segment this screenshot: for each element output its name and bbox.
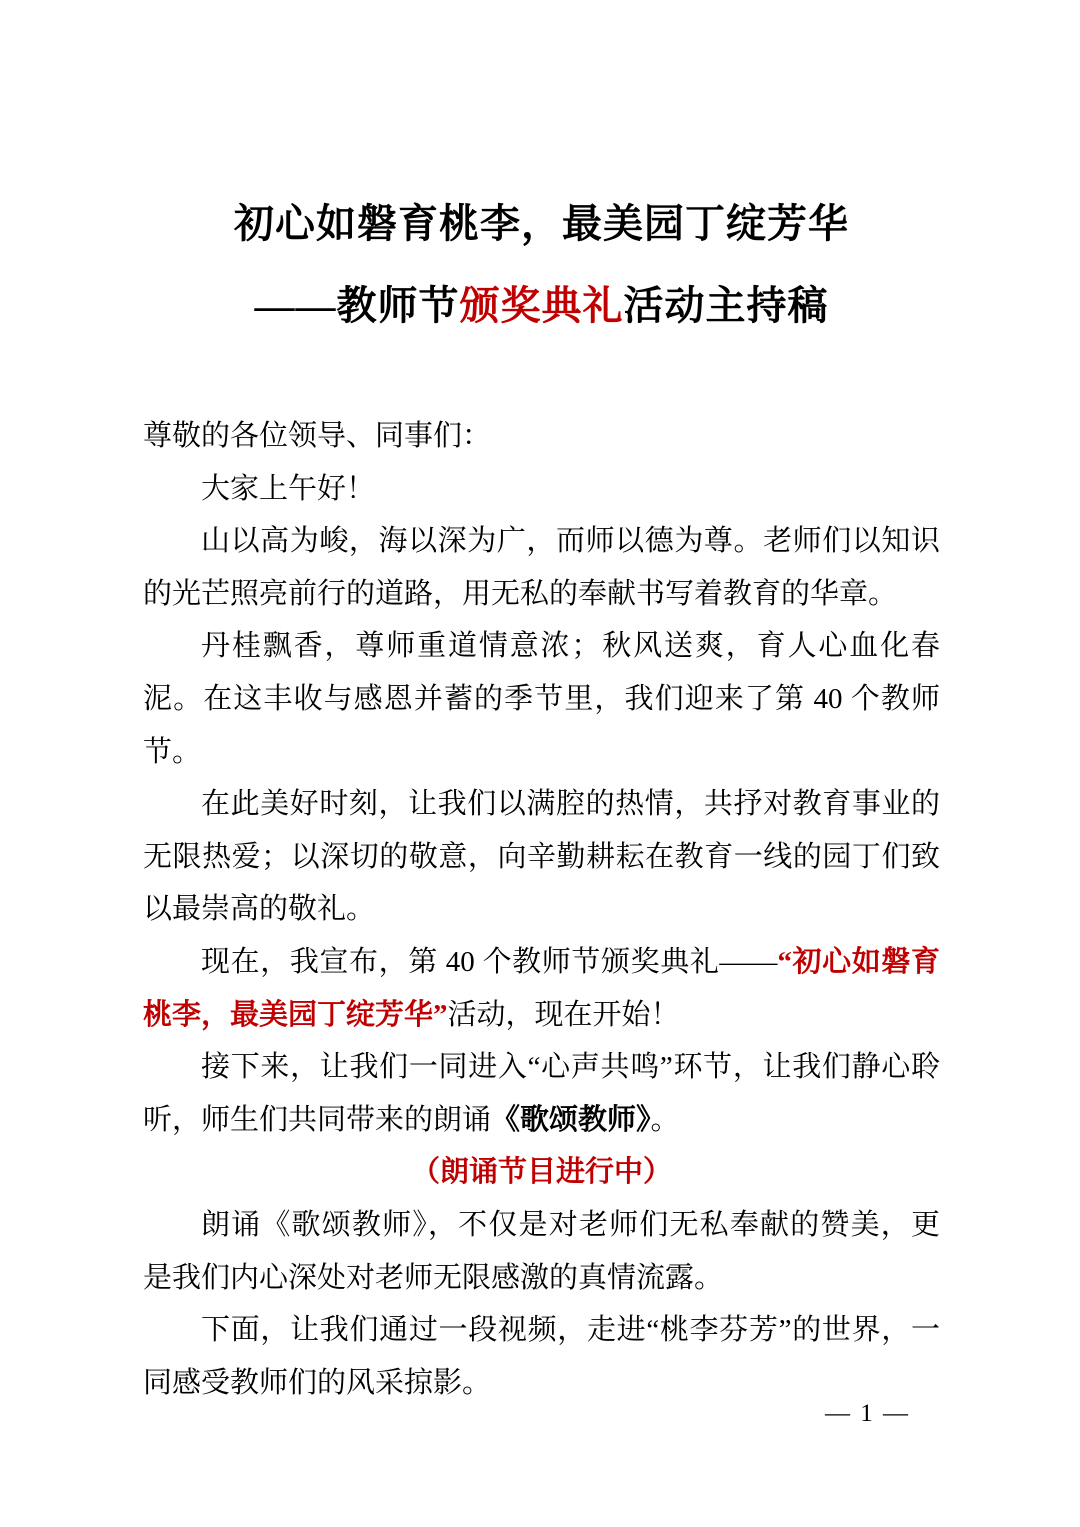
- document-title: 初心如磐育桃李，最美园丁绽芳华: [234, 201, 849, 246]
- text-run: 活动，现在开始！: [447, 998, 680, 1031]
- body-paragraphs: [143, 410, 940, 1409]
- document-content: [143, 0, 940, 1409]
- text-run: 现在，我宣布，第 40 个教师节颁奖典礼——: [201, 945, 778, 978]
- paragraph: [143, 515, 940, 620]
- paragraph: [143, 1304, 940, 1409]
- text-run: 朗诵《歌颂教师》，不仅是对老师们无私奉献的赞美，更是我们内心深处对老师无限感激的真情流露。: [143, 1208, 940, 1294]
- subtitle-prefix: ——教师节: [254, 283, 460, 328]
- text-run: 《歌颂教师》: [491, 1103, 651, 1136]
- paragraph: [143, 1199, 940, 1304]
- text-run: 大家上午好！: [201, 472, 376, 505]
- subtitle-highlight: 颁奖典礼: [459, 283, 624, 328]
- text-run: 尊敬的各位领导、同事们：: [143, 420, 492, 452]
- paragraph: [143, 620, 940, 778]
- text-run: 接下来，让我们一同进入“心声共鸣”环节，让我们静心聆听，师生们共同带来的朗诵: [143, 1051, 940, 1136]
- paragraph: [143, 410, 940, 463]
- paragraph: [143, 463, 940, 516]
- paragraph: [143, 1146, 940, 1199]
- page-number: — 1 —: [825, 1400, 910, 1427]
- subtitle-suffix: 活动主持稿: [623, 283, 829, 328]
- text-run: 下面，让我们通过一段视频，走进“桃李芬芳”的世界，一同感受教师们的风采掠影。: [143, 1314, 940, 1399]
- text-run: 丹桂飘香，尊师重道情意浓；秋风送爽，育人心血化春泥。在这丰收与感恩并蓄的季节里，我们迎来了第 40 个教师节。: [143, 630, 940, 768]
- text-run: 山以高为峻，海以深为广，而师以德为尊。老师们以知识的光芒照亮前行的道路，用无私的奉献书写着教育的华章。: [143, 525, 940, 610]
- paragraph: [143, 1041, 940, 1146]
- text-run: “初心如磐育桃李，最美园丁绽芳华”: [143, 945, 940, 1031]
- document-subtitle: [143, 282, 940, 330]
- text-run: （朗诵节目进行中）: [410, 1156, 672, 1189]
- text-run: 在此美好时刻，让我们以满腔的热情，共抒对教育事业的无限热爱；以深切的敬意，向辛勤耕耘在教育一线的园丁们致以最崇高的敬礼。: [143, 788, 940, 926]
- paragraph: [143, 936, 940, 1041]
- text-run: 。: [650, 1103, 680, 1136]
- paragraph: [143, 778, 940, 936]
